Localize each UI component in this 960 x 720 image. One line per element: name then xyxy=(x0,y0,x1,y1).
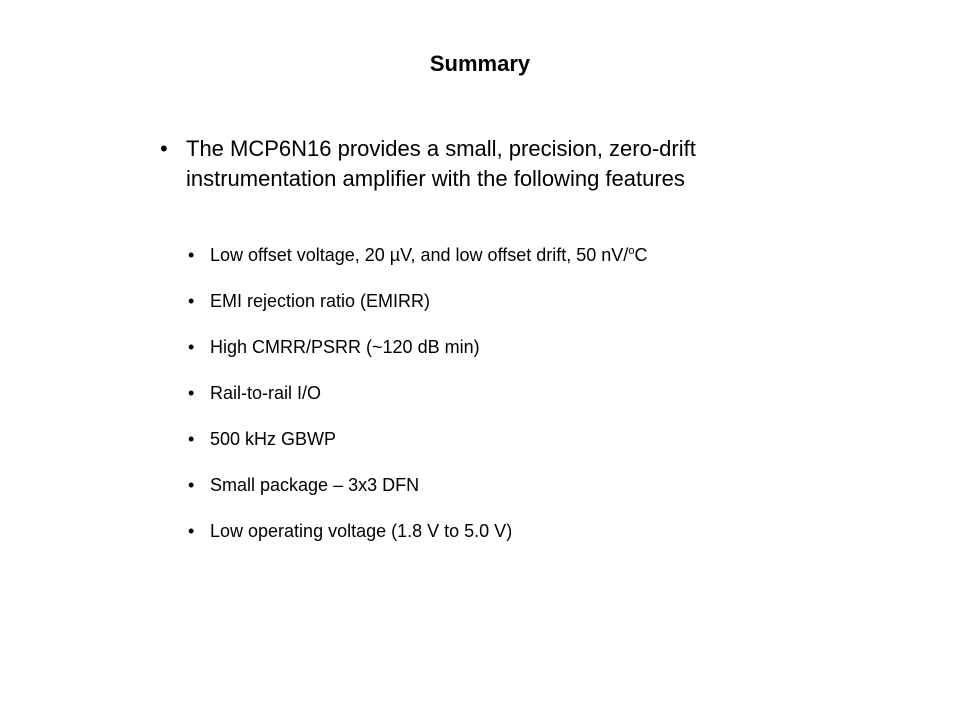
feature-item xyxy=(188,427,868,473)
feature-item xyxy=(188,473,868,519)
bullet-point-icon: • xyxy=(188,291,195,311)
feature-item xyxy=(188,381,868,427)
feature-text-main: Low offset voltage, 20 µV, and low offset drift, 50 nV/ xyxy=(210,245,629,265)
feature-item xyxy=(188,519,868,565)
bullet-point-icon: • xyxy=(188,383,195,403)
feature-list xyxy=(188,243,868,565)
feature-item xyxy=(188,243,868,289)
feature-text: Small package – 3x3 DFN xyxy=(210,475,420,495)
feature-text: EMI rejection ratio (EMIRR) xyxy=(210,291,431,311)
main-bullet-text: The MCP6N16 provides a small, precision, zero-drift instrumentation amplifier with the following features xyxy=(186,136,696,191)
feature-text: 500 kHz GBWP xyxy=(210,429,337,449)
feature-text xyxy=(210,243,647,267)
feature-text-suffix: C xyxy=(634,245,648,265)
bullet-point-icon: • xyxy=(188,337,195,357)
bullet-point-icon: • xyxy=(188,245,195,265)
feature-text: High CMRR/PSRR (~120 dB min) xyxy=(210,337,480,357)
bullet-point-icon: • xyxy=(188,521,195,541)
bullet-point-icon: • xyxy=(160,136,168,161)
feature-item xyxy=(188,289,868,335)
feature-item xyxy=(188,335,868,381)
feature-text: Rail-to-rail I/O xyxy=(210,383,322,403)
feature-text: Low operating voltage (1.8 V to 5.0 V) xyxy=(210,521,513,541)
slide-title: Summary xyxy=(429,51,531,76)
degree-superscript: o xyxy=(628,245,635,257)
bullet-point-icon: • xyxy=(188,475,195,495)
main-bullet xyxy=(160,134,780,194)
bullet-point-icon: • xyxy=(188,429,195,449)
